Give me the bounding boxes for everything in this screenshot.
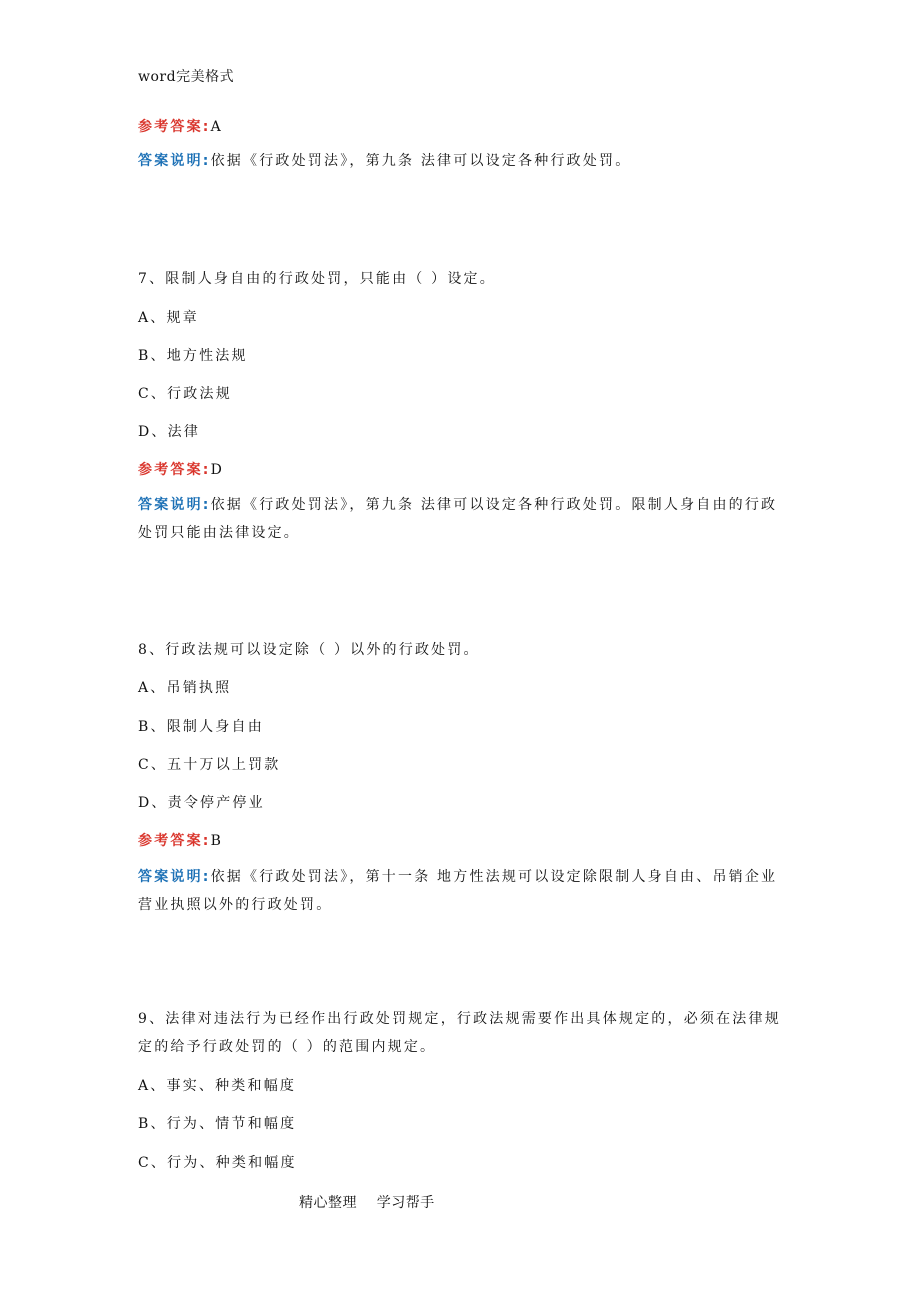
explanation-text: 依据《行政处罚法》，第十一条 地方性法规可以设定除限制人身自由、吊销企业营业执照以外的行政处罚。 <box>138 869 778 913</box>
q9-option-a: A、事实、种类和幅度 <box>138 1078 297 1094</box>
q7-option-d: D、法律 <box>138 424 201 440</box>
q7-question: 7、限制人身自由的行政处罚，只能由（ ）设定。 <box>138 271 496 287</box>
q8-option-c: C、五十万以上罚款 <box>138 757 281 773</box>
q9-question: 9、法律对违法行为已经作出行政处罚规定，行政法规需要作出具体规定的，必须在法律规定的给予行政处罚的（ ）的范围内规定。 <box>138 1011 781 1055</box>
answer-value: A <box>210 119 223 135</box>
answer-value: D <box>210 462 225 478</box>
page-header: word完美格式 <box>138 69 235 85</box>
answer-label: 参考答案: <box>138 119 211 135</box>
answer-value: B <box>210 833 224 849</box>
q9-option-b: B、行为、情节和幅度 <box>138 1116 297 1132</box>
q7-answer <box>138 459 224 479</box>
q8-option-a: A、吊销执照 <box>138 680 232 696</box>
q8-option-b: B、限制人身自由 <box>138 719 264 735</box>
q6-explanation <box>138 147 788 175</box>
explanation-label: 答案说明: <box>138 869 211 885</box>
q9-option-c: C、行为、种类和幅度 <box>138 1155 297 1171</box>
q7-option-c: C、行政法规 <box>138 386 232 402</box>
q7-option-b: B、地方性法规 <box>138 348 248 364</box>
explanation-text: 依据《行政处罚法》，第九条 法律可以设定各种行政处罚。 <box>210 153 632 169</box>
q7-option-a: A、规章 <box>138 310 199 326</box>
q8-answer <box>138 830 223 850</box>
explanation-label: 答案说明: <box>138 497 211 513</box>
q8-explanation <box>138 863 788 919</box>
q6-answer <box>138 116 223 136</box>
answer-label: 参考答案: <box>138 833 211 849</box>
explanation-text: 依据《行政处罚法》，第九条 法律可以设定各种行政处罚。限制人身自由的行政处罚只能由法律设定。 <box>138 497 778 541</box>
q8-option-d: D、责令停产停业 <box>138 795 265 811</box>
q8-question: 8、行政法规可以设定除（ ）以外的行政处罚。 <box>138 642 480 658</box>
explanation-label: 答案说明: <box>138 153 211 169</box>
answer-label: 参考答案: <box>138 462 211 478</box>
q7-explanation <box>138 491 788 547</box>
page-footer: 精心整理 学习帮手 <box>299 1195 435 1211</box>
